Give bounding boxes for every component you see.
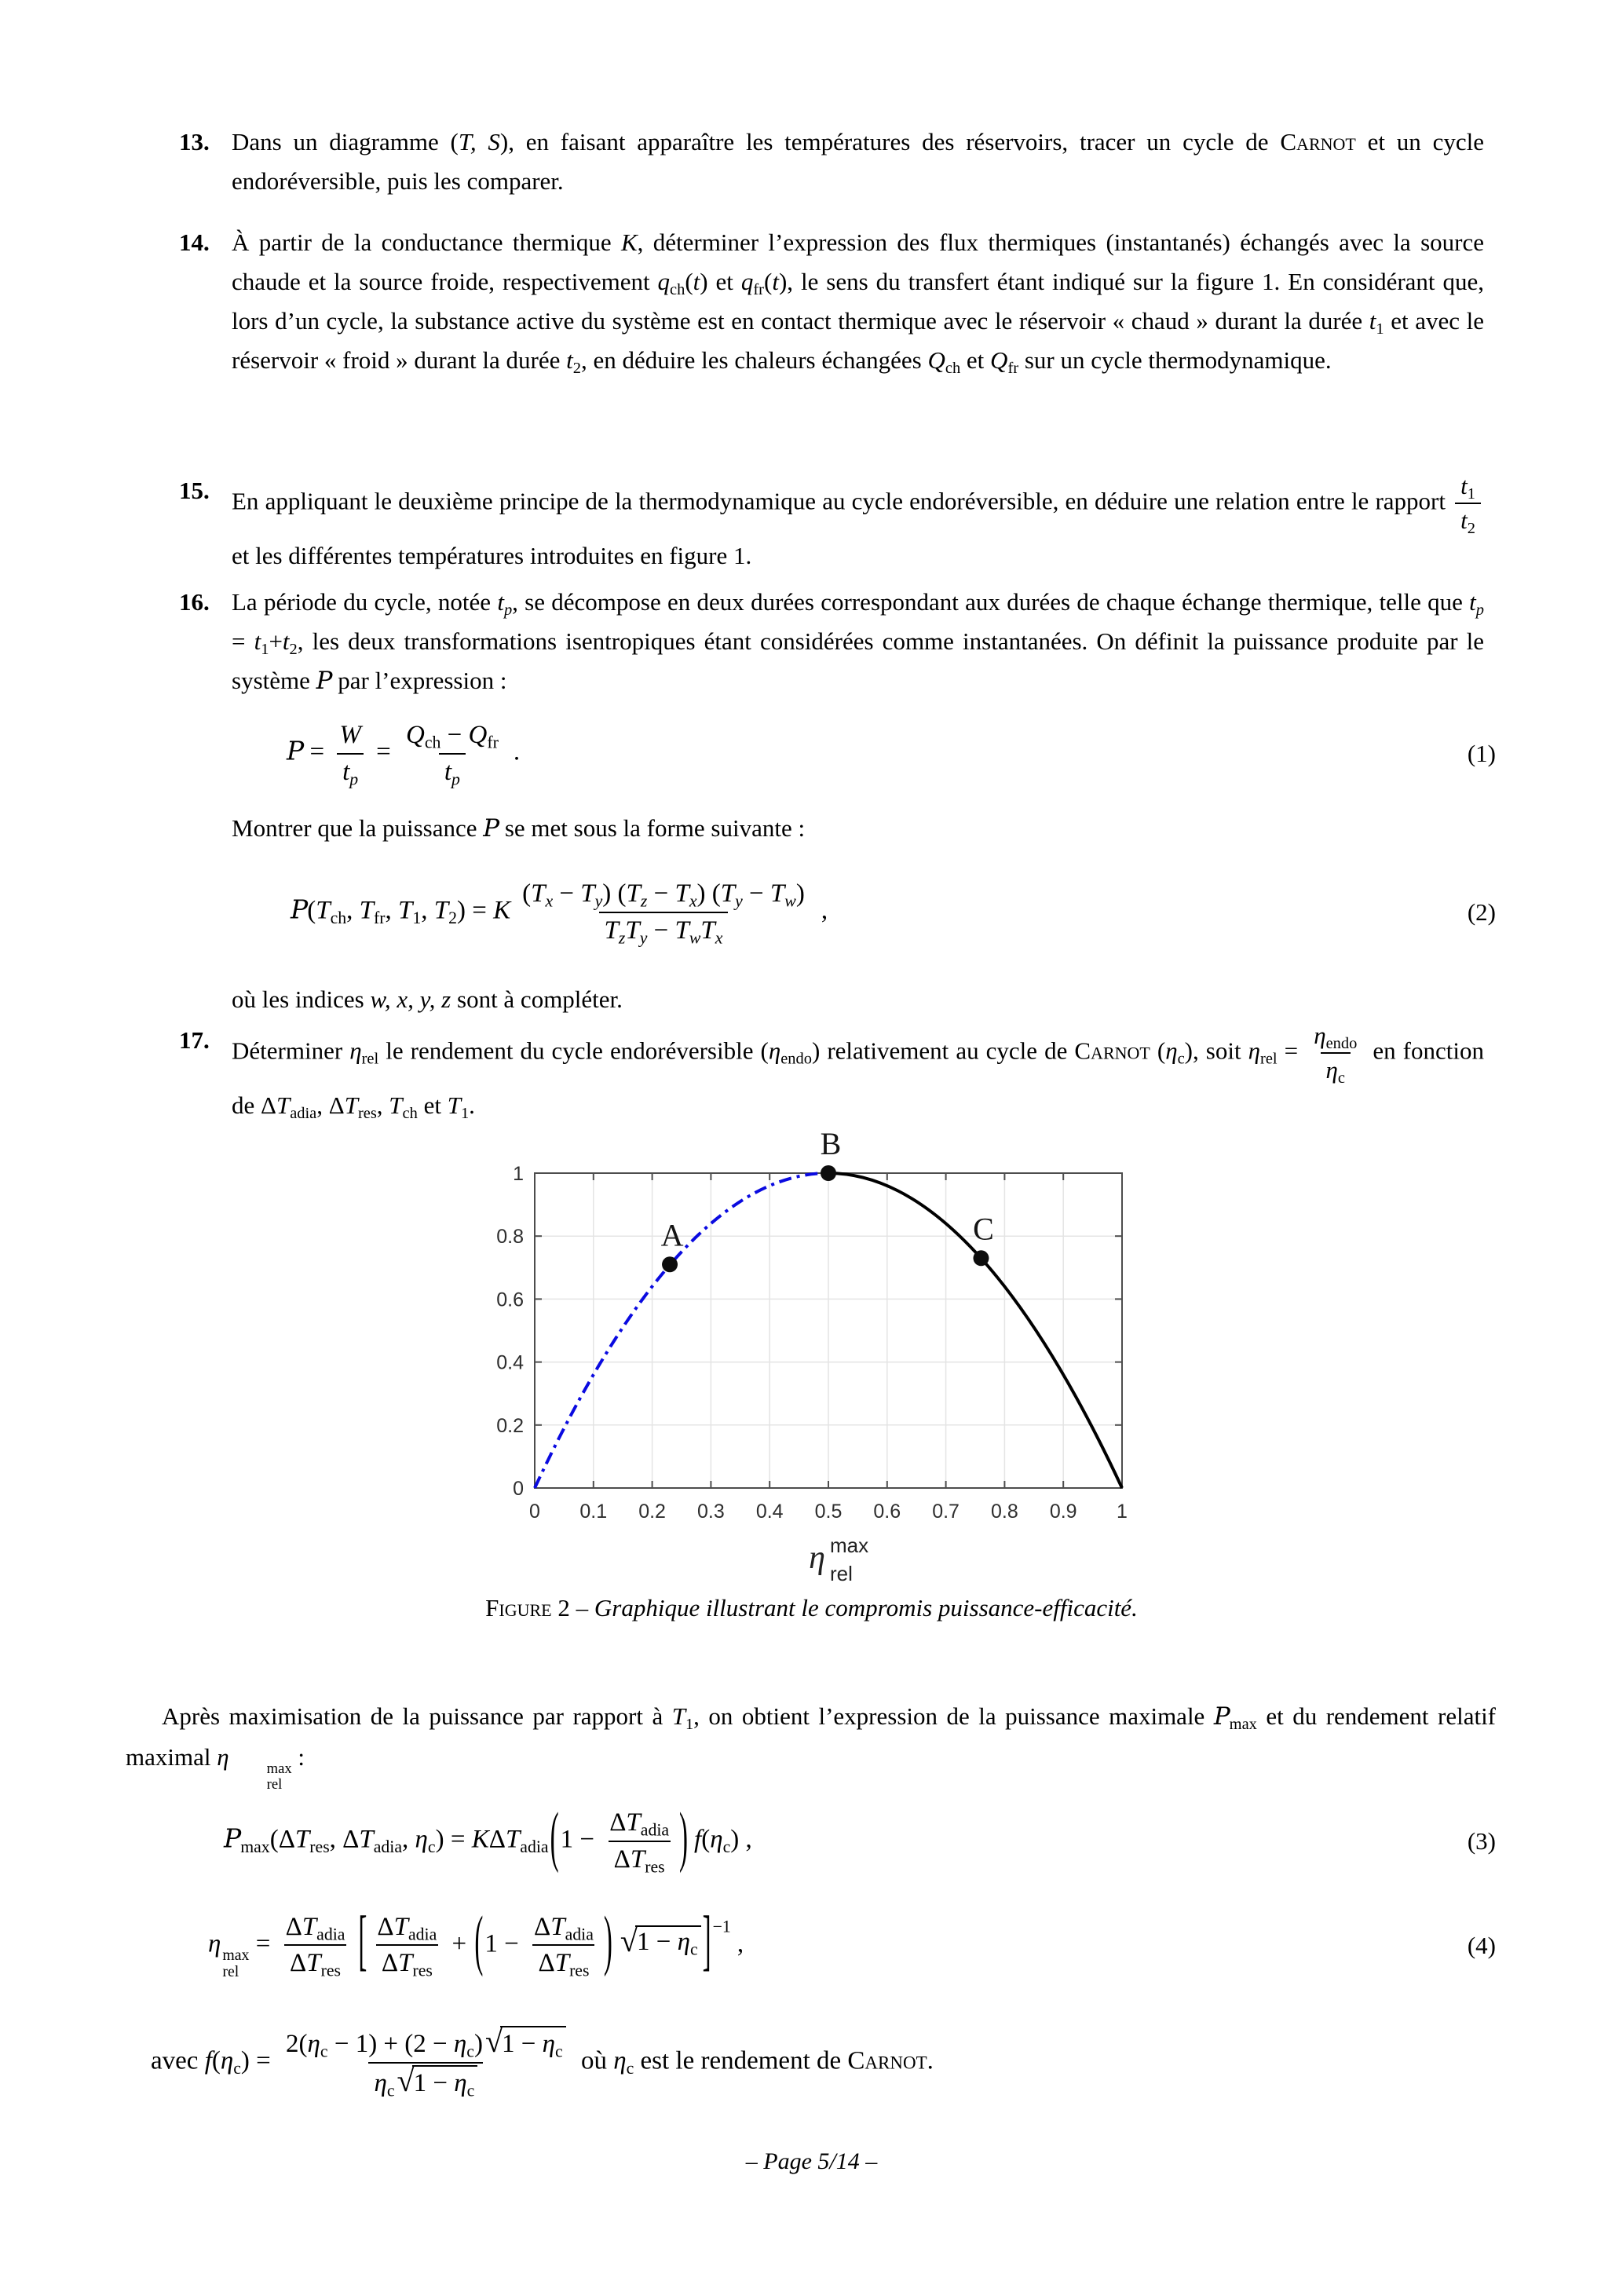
equation-2 <box>126 850 1496 975</box>
item-text: La période du cycle, notée $t_p$, se décompose en deux durées correspondant aux durées de chaque échange thermique, telle que $t_p = t_1+t_2$, les deux transformations isentropiques étant considérées comme instantanées. On définit la puissance produite par le système P par l’expression : <box>232 588 1485 695</box>
figure-2 <box>456 1126 1163 1594</box>
figure-caption: Figure 2 – Graphique illustrant le compromis puissance-efficacité. <box>485 1594 1138 1621</box>
question-16 <box>179 583 1484 700</box>
after-figure-paragraph: Après maximisation de la puissance par rapport à $T_1$, on obtient l’expression de la puissance maximale $P_{max}$ et du rendement relatif maximal η max rel : <box>126 1702 1497 1793</box>
item-text: À partir de la conductance thermique K, déterminer l’expression des flux thermiques (instantanés) échangés avec la source chaude et la source froide, respectivement $q_{ch}(t)$ et $q_{fr}(t)$, le sens du transfert étant indiqué sur la figure 1. En considérant que, lors d’un cycle, la substance active du système est en contact thermique avec le réservoir « chaud » durant la durée $t_1$ et avec le réservoir « froid » durant la durée $t_2$, en déduire les chaleurs échangées $Q_{ch}$ et $Q_{fr}$ sur un cycle thermodynamique. <box>232 229 1484 378</box>
item-text: Dans un diagramme (T, S), en faisant apparaître les températures des réservoirs, tracer un cycle de Carnot et un cycle endoréversible, puis les comparer. <box>232 128 1484 195</box>
y-tick-label: 0 <box>513 1478 524 1500</box>
x-tick-label: 0.2 <box>638 1501 666 1523</box>
avec-line <box>126 2012 1496 2114</box>
x-axis-label-sup: max <box>830 1534 869 1557</box>
x-axis-label-sub: rel <box>830 1562 853 1585</box>
ou-paragraph: où les indices w, x, y, z sont à compléter. <box>232 985 623 1013</box>
point-label-A: A <box>660 1217 684 1253</box>
item-number: 14. <box>179 229 210 256</box>
y-tick-label: 0.4 <box>496 1351 524 1374</box>
question-13 <box>179 122 1484 201</box>
x-tick-label: 0 <box>529 1501 540 1523</box>
equation-1-math: P = $\frac{W}{t_p}$ = $\frac{Q_{ch} - Q_{fr}}{t_p}$ . <box>287 721 521 789</box>
question-14 <box>179 223 1484 380</box>
item-number: 16. <box>179 588 210 616</box>
equation-3-math: $P_{max}(\Delta T_{res}$, $\Delta T_{adia}$, $\eta_c) = K\Delta T_{adia}(1$ − $\frac{\Delta T_{adia}}{\Delta T_{res}}$ ) $f(\eta_c)$ , <box>224 1801 752 1877</box>
equation-2-number: (2) <box>1467 898 1496 926</box>
item-number: 13. <box>179 128 210 155</box>
y-tick-label: 0.6 <box>496 1289 524 1311</box>
x-tick-label: 0.6 <box>873 1501 901 1523</box>
x-tick-label: 0.7 <box>932 1501 960 1523</box>
x-tick-label: 0.5 <box>814 1501 843 1523</box>
point-marker-A <box>662 1256 678 1272</box>
y-tick-label: 0.2 <box>496 1414 524 1437</box>
y-tick-label: 1 <box>513 1163 524 1185</box>
x-tick-label: 0.4 <box>755 1501 784 1523</box>
equation-3-number: (3) <box>1467 1827 1496 1855</box>
x-tick-label: 0.3 <box>697 1501 725 1523</box>
point-marker-C <box>973 1250 989 1266</box>
equation-2-math: $P(T_{ch}$, $T_{fr}$, $T_1$, $T_2) = K$ $\frac{(T_x - T_y) (T_z - T_x) (T_y - T_w)}{T_zT_y - T_wT_x}$ , <box>291 879 828 948</box>
point-marker-B <box>821 1165 836 1181</box>
equation-4-math: η max rel = $\frac{\Delta T_{adia}}{\Delta T_{res}}$ [ $\frac{\Delta T_{adia}}{\Delta T_{res}}$ + (1 − $\frac{\Delta T_{adia}}{\Delta T_{res}}$ ) √ $1 - \eta_c$ ]$^{-1}$, <box>208 1905 744 1981</box>
x-tick-label: 0.9 <box>1049 1501 1077 1523</box>
equation-1 <box>126 707 1496 801</box>
x-tick-label: 1 <box>1117 1501 1128 1523</box>
point-label-C: C <box>973 1211 994 1247</box>
x-tick-label: 0.8 <box>991 1501 1018 1523</box>
item-text: Déterminer $\eta_{rel}$ le rendement du cycle endoréversible $(\eta_{endo})$ relativement au cycle de Carnot $(\eta_c)$, soit $\eta_{rel}$ = $\frac{\eta_{endo}}{\eta_c}$ en fonction de $\Delta T_{adia}$, $\Delta T_{res}$, $T_{ch}$ et $T_1$. <box>232 1022 1484 1122</box>
item-number: 15. <box>179 477 210 504</box>
montrer-paragraph: Montrer que la puissance P se met sous la forme suivante : <box>232 814 806 843</box>
question-15 <box>179 471 1484 576</box>
point-label-B: B <box>820 1126 842 1161</box>
question-17 <box>179 1021 1484 1125</box>
x-axis-label-base: η <box>809 1540 825 1576</box>
equation-1-number: (1) <box>1467 740 1496 767</box>
page-footer: – Page 5/14 – <box>745 2148 878 2174</box>
avec-line-math: avec $f(\eta_c)$ = $2(\eta_c - 1) + (2 - \eta_c)$ √ $1 - \eta_c$ $\eta_c$ √ $1 - \eta_c$ où $\eta_c$ est le rendement de Carnot. <box>151 2024 934 2100</box>
figure-2-chart <box>456 1126 1163 1594</box>
equation-4 <box>126 1883 1496 2009</box>
item-text: En appliquant le deuxième principe de la thermodynamique au cycle endoréversible, en déduire une relation entre le rapport $\frac{t_1}{t_2}$ et les différentes températures introduites en figure 1. <box>232 471 1484 576</box>
y-tick-label: 0.8 <box>496 1226 524 1249</box>
equation-4-number: (4) <box>1467 1932 1496 1959</box>
x-tick-label: 0.1 <box>579 1501 608 1523</box>
item-number: 17. <box>179 1026 210 1054</box>
